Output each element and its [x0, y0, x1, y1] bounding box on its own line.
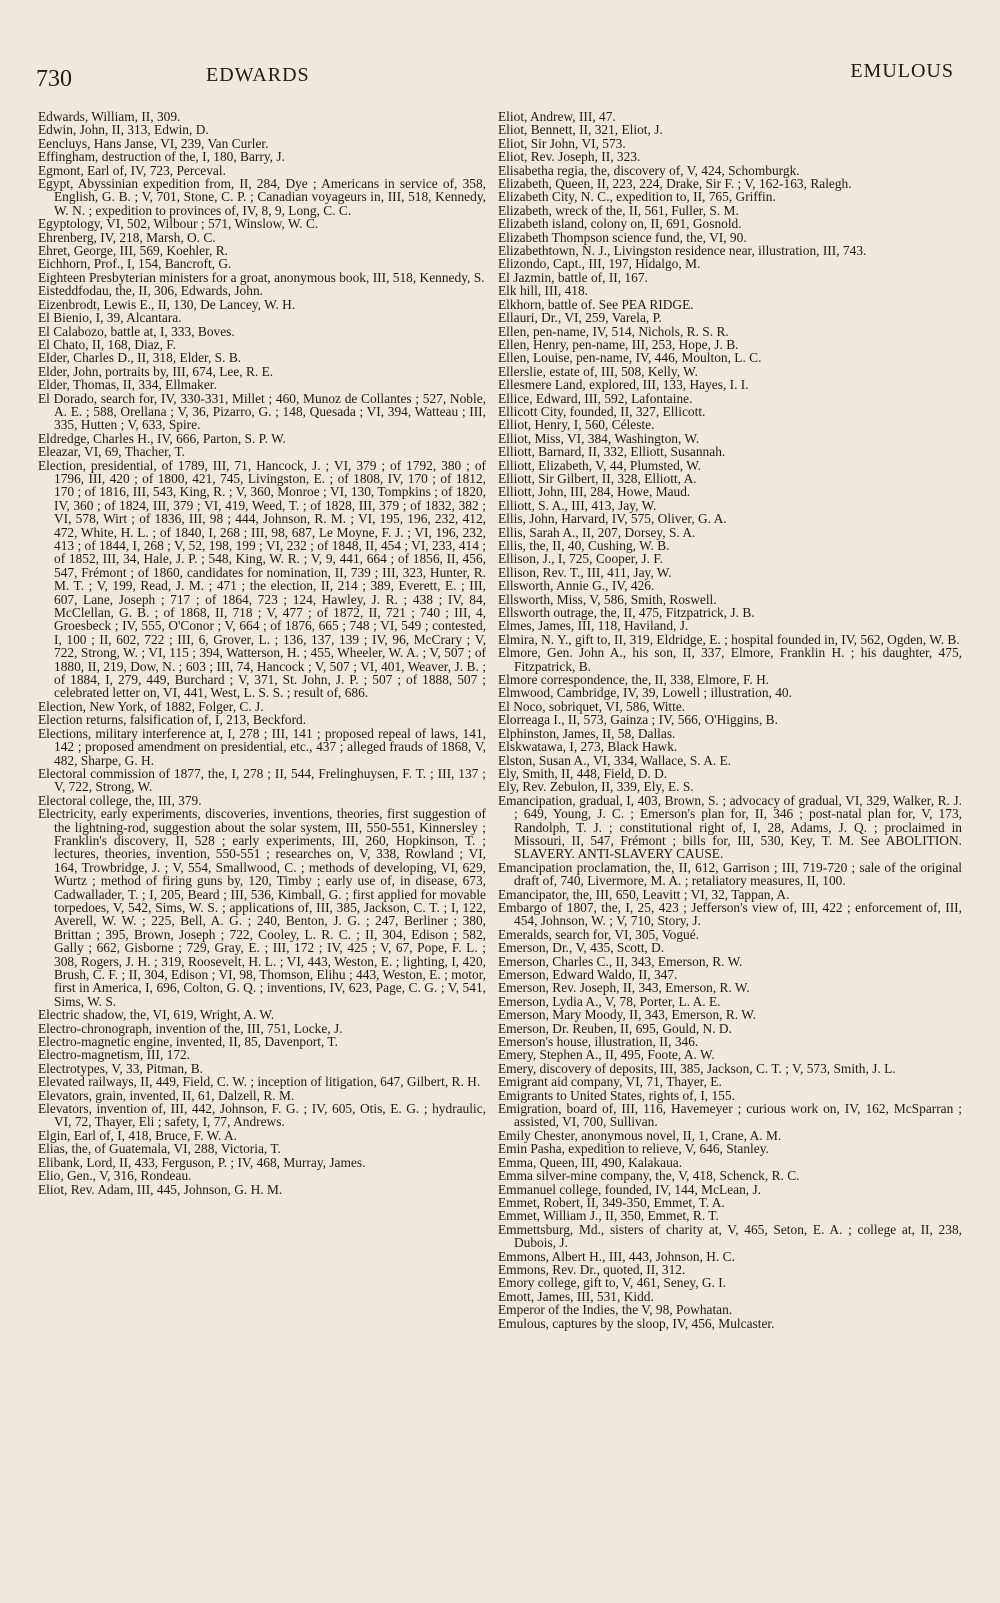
index-entry: Emerson, Dr., V, 435, Scott, D.: [498, 940, 665, 956]
index-entry: Eichhorn, Prof., I, 154, Bancroft, G.: [38, 256, 232, 272]
right-guide-word: EMULOUS: [850, 60, 954, 82]
index-entry: Emmet, Robert, II, 349-350, Emmet, T. A.: [498, 1194, 725, 1210]
index-entry: Effingham, destruction of the, I, 180, Barry, J.: [38, 149, 285, 165]
index-entry: Emery, discovery of deposits, III, 385, Jackson, C. T. ; V, 573, Smith, J. L.: [498, 1060, 896, 1076]
index-entry: Elliot, Miss, VI, 384, Washington, W.: [498, 430, 700, 446]
index-entry: Emerson, Edward Waldo, II, 347.: [498, 967, 678, 982]
index-entry: Ellen, pen-name, IV, 514, Nichols, R. S. R.: [498, 323, 729, 339]
index-entry: Elevated railways, II, 449, Field, C. W. ; inception of litigation, 647, Gilbert, R. H.: [38, 1074, 481, 1090]
index-entry: Ellauri, Dr., VI, 259, Varela, P.: [498, 310, 662, 326]
index-entry: Eliot, Andrew, III, 47.: [498, 110, 616, 124]
index-entry: Emott, James, III, 531, Kidd.: [498, 1288, 654, 1304]
index-entry: Emmanuel college, founded, IV, 144, McLean, J.: [498, 1181, 762, 1197]
index-entry: Ellsworth, Annie G., IV, 426.: [498, 578, 655, 594]
index-entry: Elibank, Lord, II, 433, Ferguson, P. ; IV, 468, Murray, James.: [38, 1154, 366, 1170]
index-entry: Electrotypes, V, 33, Pitman, B.: [38, 1060, 204, 1076]
index-entry: Ehret, George, III, 569, Koehler, R.: [38, 243, 228, 259]
index-entry: Elder, John, portraits by, III, 674, Lee, R. E.: [38, 363, 274, 379]
index-entry: Eliot, Rev. Joseph, II, 323.: [498, 149, 641, 165]
index-entry: Elizabeth City, N. C., expedition to, II, 765, Griffin.: [498, 189, 776, 205]
index-entry: Emma, Queen, III, 490, Kalakaua.: [498, 1154, 683, 1170]
index-entry: Emancipation proclamation, the, II, 612, Garrison ; III, 719-720 ; sale of the original draft of, 740, Livermore, M. A. ; retaliatory measures, II, 100.: [498, 859, 962, 889]
index-entry: Elias, the, of Guatemala, VI, 288, Victoria, T.: [38, 1141, 281, 1157]
index-entry: Electro-magnetic engine, invented, II, 85, Davenport, T.: [38, 1034, 338, 1050]
index-entry: Ellicott City, founded, II, 327, Ellicott.: [498, 403, 706, 419]
index-entry: Ellen, Louise, pen-name, IV, 446, Moulton, L. C.: [498, 350, 762, 366]
index-entry: El Bienio, I, 39, Alcantara.: [38, 310, 182, 326]
right-column: [498, 110, 962, 1600]
index-entry: Elliott, Barnard, II, 332, Elliott, Susannah.: [498, 444, 726, 460]
index-entry: Electricity, early experiments, discoveries, inventions, theories, first suggestion of the lightning-rod, suggestion about the solar system, III, 550-551, Kinnersley ; Franklin's discovery, II, 528 ; early experiments, III, 260, Hopkinson, T. ; lectures, theories, invention, 550-551 ; researches on, V, 338, Rowland ; VI, 164, Trowbridge, J. ; V, 554, Smallwood, C. ; methods of developing, VI, 629, Wurtz ; method of firing guns by, 120, Timby ; early use of, in disease, 673, Cadwallader, T. ; I, 205, Beard ; III, 536, Kimball, G. ; first applied for movable torpedoes, V, 542, Sims, W. S. ; applications of, III, 385, Jackson, C. T. ; I, 122, Averell, W. W. ; 225, Bell, A. G. ; 240, Benton, J. G. ; 247, Berliner ; 380, Brittan ; 395, Brown, Joseph ; 722, Cooley, L. R. C. ; II, 304, Edison ; 582, Gally ; 662, Gisborne ; 729, Gray, E. ; III, 172 ; IV, 425 ; V, 67, Pope, F. L. ; 308, Rogers, J. H. ; 319, Roosevelt, H. L. ; VI, 443, Weston, E. ; lighting, I, 420, Brush, C. F. ; II, 304, Edison ; VI, 98, Thomson, Elihu ; 443, Weston, E. ; motor, first in America, I, 696, Colton, G. Q. ; inventions, IV, 623, Page, C. G. ; V, 541, Sims, W. S.: [38, 806, 486, 1009]
index-entry: Elizabethtown, N. J., Livingston residence near, illustration, III, 743.: [498, 243, 867, 259]
index-entry: El Dorado, search for, IV, 330-331, Millet ; 460, Munoz de Collantes ; 527, Noble, A. E. ; 588, Orellana ; V, 36, Pizarro, G. ; 148, Quesada ; VI, 394, Watteau ; III, 335, Hutten ; V, 633, Spire.: [38, 390, 486, 433]
index-entry: Emory college, gift to, V, 461, Seney, G. I.: [498, 1275, 727, 1291]
index-entry: Elevators, invention of, III, 442, Johnson, F. G. ; IV, 605, Otis, E. G. ; hydraulic, VI, 72, Thayer, Eli ; safety, I, 77, Andrews.: [38, 1101, 486, 1130]
index-entry: Emerson, Rev. Joseph, II, 343, Emerson, R. W.: [498, 980, 750, 996]
index-entry: Electoral commission of 1877, the, I, 278 ; II, 544, Frelinghuysen, F. T. ; III, 137 ; V, 722, Strong, W.: [38, 765, 486, 795]
index-entry: Elston, Susan A., VI, 334, Wallace, S. A. E.: [498, 752, 732, 768]
index-entry: Electoral college, the, III, 379.: [38, 792, 202, 808]
index-entry: Elmore, Gen. John A., his son, II, 337, Elmore, Franklin H. ; his daughter, 475, Fitzpatrick, B.: [498, 645, 962, 674]
index-entry: Edwin, John, II, 313, Edwin, D.: [38, 122, 209, 138]
index-entry: Embargo of 1807, the, I, 25, 423 ; Jefferson's view of, III, 422 ; enforcement of, III, 454, Johnson, W. ; V, 710, Story, J.: [498, 899, 962, 929]
index-entry: Elkhorn, battle of. See PEA RIDGE.: [498, 296, 694, 312]
index-entry: Egyptology, VI, 502, Wilbour ; 571, Winslow, W. C.: [38, 216, 319, 232]
index-entry: Ellesmere Land, explored, III, 133, Hayes, I. I.: [498, 377, 749, 393]
index-entry: Eliot, Sir John, VI, 573.: [498, 135, 626, 151]
index-entry: Emmet, William J., II, 350, Emmet, R. T.: [498, 1208, 719, 1224]
index-entry: Eldredge, Charles H., IV, 666, Parton, S. P. W.: [38, 430, 286, 446]
index-entry: Elizabeth, Queen, II, 223, 224, Drake, Sir F. ; V, 162-163, Ralegh.: [498, 176, 852, 192]
index-entry: Emancipation, gradual, I, 403, Brown, S. ; advocacy of gradual, VI, 329, Walker, R. J. ; 649, Young, J. C. ; Emerson's plan for, II, 346 ; post-natal plan for, V, 173, Randolph, T. J. ; constitutional right of, I, 28, Adams, J. Q. ; proclaimed in Missouri, II, 547, Frémont ; bills for, III, 530, Key, T. M. See ABOLITION. SLAVERY. ANTI-SLAVERY CAUSE.: [498, 792, 962, 862]
index-entry: Ely, Smith, II, 448, Field, D. D.: [498, 765, 668, 781]
index-entry: Edwards, William, II, 309.: [38, 110, 181, 124]
index-entry: Emigrant aid company, VI, 71, Thayer, E.: [498, 1074, 722, 1090]
index-entry: Emerson, Lydia A., V, 78, Porter, L. A. E.: [498, 993, 721, 1009]
index-entry: Emerson's house, illustration, II, 346.: [498, 1034, 699, 1050]
index-entry: Elio, Gen., V, 316, Rondeau.: [38, 1168, 192, 1184]
index-entry: Emerson, Mary Moody, II, 343, Emerson, R. W.: [498, 1007, 756, 1023]
index-entry: Elder, Thomas, II, 334, Ellmaker.: [38, 377, 217, 393]
index-entry: Ellerslie, estate of, III, 508, Kelly, W.: [498, 363, 698, 379]
index-entry: Emancipator, the, III, 650, Leavitt ; VI, 32, Tappan, A.: [498, 886, 790, 902]
index-entry: Elizondo, Capt., III, 197, Hidalgo, M.: [498, 256, 701, 272]
index-entry: Emeralds, search for, VI, 305, Vogué.: [498, 926, 700, 942]
index-entry: El Noco, sobriquet, VI, 586, Witte.: [498, 698, 686, 714]
index-entry: Emma silver-mine company, the, V, 418, Schenck, R. C.: [498, 1168, 800, 1184]
index-entry: Ehrenberg, IV, 218, Marsh, O. C.: [38, 229, 216, 245]
index-entry: Elections, military interference at, I, 278 ; III, 141 ; proposed repeal of laws, 141, 142 ; proposed amendment on presidential, etc., 437 ; alleged frauds of 1868, V, 482, Sharpe, G. H.: [38, 725, 486, 768]
index-entry: Emery, Stephen A., II, 495, Foote, A. W.: [498, 1047, 715, 1063]
index-entry: Elliott, John, III, 284, Howe, Maud.: [498, 484, 691, 500]
index-entry: Elevators, grain, invented, II, 61, Dalzell, R. M.: [38, 1087, 295, 1103]
index-entry: Ellen, Henry, pen-name, III, 253, Hope, J. B.: [498, 336, 739, 352]
index-entry: Elk hill, III, 418.: [498, 283, 589, 299]
left-guide-word: EDWARDS: [206, 64, 310, 86]
index-entry: Ellice, Edward, III, 592, Lafontaine.: [498, 390, 693, 406]
index-entry: El Chato, II, 168, Diaz, F.: [38, 336, 177, 352]
index-entry: Elizabeth, wreck of the, II, 561, Fuller, S. M.: [498, 202, 739, 218]
index-entry: Elliott, S. A., III, 413, Jay, W.: [498, 497, 657, 513]
index-entry: El Jazmin, battle of, II, 167.: [498, 269, 648, 285]
index-entry: Elizabeth island, colony on, II, 691, Gosnold.: [498, 216, 742, 232]
index-entry: Ellis, John, Harvard, IV, 575, Oliver, G. A.: [498, 511, 727, 527]
index-entry: Ellsworth, Miss, V, 586, Smith, Roswell.: [498, 591, 717, 607]
index-entry: Emmons, Albert H., III, 443, Johnson, H. C.: [498, 1248, 735, 1264]
index-entry: Ellis, the, II, 40, Cushing, W. B.: [498, 538, 670, 553]
index-entry: Elmira, N. Y., gift to, II, 319, Eldridge, E. ; hospital founded in, IV, 562, Ogden, W. B.: [498, 631, 960, 647]
index-entry: Eighteen Presbyterian ministers for a groat, anonymous book, III, 518, Kennedy, S.: [38, 269, 485, 285]
index-entry: Elmore correspondence, the, II, 338, Elmore, F. H.: [498, 672, 770, 688]
index-entry: Emerson, Dr. Reuben, II, 695, Gould, N. D.: [498, 1020, 732, 1036]
index-entry: Elphinston, James, II, 58, Dallas.: [498, 725, 676, 741]
index-entry: Election, presidential, of 1789, III, 71, Hancock, J. ; VI, 379 ; of 1792, 380 ; of 1796, III, 420 ; of 1800, 421, 745, Livingston, E. ; of 1808, IV, 170 ; of 1812, 170 ; of 1816, III, 543, King, R. ; V, 360, Monroe ; VI, 130, Tompkins ; of 1820, IV, 360 ; of 1824, III, 379 ; VI, 419, Weed, T. ; of 1828, III, 379 ; of 1832, 382 ; VI, 578, Wirt ; of 1836, III, 98 ; 444, Johnson, R. M. ; VI, 195, 196, 232, 412, 472, White, H. L. ; of 1840, I, 268 ; III, 98, 687, Le Moyne, F. J. ; VI, 196, 232, 413 ; of 1844, I, 268 ; V, 52, 198, 199 ; VI, 232 ; of 1848, II, 454 ; VI, 233, 414 ; of 1852, III, 34, Hale, J. P. ; 548, King, W. R. ; V, 9, 441, 664 ; of 1856, II, 456, 547, Frémont ; of 1860, candidates for nomination, II, 739 ; III, 323, Hunter, R. M. T. ; V, 199, Read, J. M. ; 471 ; the election, II, 214 ; 389, Everett, E. ; III, 607, Lane, Joseph ; 717 ; of 1864, 723 ; 124, Hawley, J. R. ; 438 ; IV, 84, McClellan, G. B. ; of 1868, II, 718 ; V, 477 ; of 1872, II, 721 ; 740 ; III, 4, Groesbeck ; IV, 555, O'Conor ; V, 664 ; of 1876, 665 ; 748 ; VI, 549 ; contested, I, 100 ; II, 602, 722 ; III, 6, Grover, L. ; 136, 137, 139 ; IV, 96, McCrary ; V, 722, Strong, W. ; VI, 115 ; 394, Watterson, H. ; 455, Wheeler, W. A. ; V, 507 ; of 1880, II, 219, Dow, N. ; 603 ; III, 74, Hancock ; V, 507 ; VI, 401, Weaver, J. B. ; of 1884, I, 279, 449, Burchard ; V, 371, St. John, J. P. ; 507 ; of 1888, 507 ; celebrated letter on, VI, 441, West, L. S. S. ; result of, 686.: [38, 457, 486, 701]
page-header: [36, 58, 964, 98]
index-entry: Elmwood, Cambridge, IV, 39, Lowell ; illustration, 40.: [498, 685, 792, 701]
index-entry: Emigration, board of, III, 116, Havemeyer ; curious work on, IV, 162, McSparran ; assisted, VI, 700, Sullivan.: [498, 1101, 962, 1130]
index-entry: Elskwatawa, I, 273, Black Hawk.: [498, 739, 678, 755]
index-entry: Emerson, Charles C., II, 343, Emerson, R. W.: [498, 953, 743, 969]
index-entry: Electro-magnetism, III, 172.: [38, 1047, 191, 1063]
index-entry: Ellison, J., I, 725, Cooper, J. F.: [498, 551, 664, 567]
index-entry: Election, New York, of 1882, Folger, C. J.: [38, 698, 264, 714]
index-entry: El Calabozo, battle at, I, 333, Boves.: [38, 323, 235, 339]
index-entry: Elliot, Henry, I, 560, Céleste.: [498, 417, 655, 433]
index-entry: Electric shadow, the, VI, 619, Wright, A. W.: [38, 1007, 275, 1023]
index-entry: Elliott, Sir Gilbert, II, 328, Elliott, A.: [498, 470, 697, 486]
index-entry: Eliot, Rev. Adam, III, 445, Johnson, G. H. M.: [38, 1181, 283, 1197]
index-entry: Elmes, James, III, 118, Haviland, J.: [498, 618, 689, 634]
index-entry: Emily Chester, anonymous novel, II, 1, Crane, A. M.: [498, 1127, 782, 1143]
index-entry: Elgin, Earl of, I, 418, Bruce, F. W. A.: [38, 1127, 238, 1143]
left-column: [38, 110, 486, 1600]
index-entry: Emmons, Rev. Dr., quoted, II, 312.: [498, 1261, 686, 1277]
index-entry: Elder, Charles D., II, 318, Elder, S. B.: [38, 350, 242, 366]
index-entry: Emin Pasha, expedition to relieve, V, 646, Stanley.: [498, 1141, 769, 1157]
index-entry: Elorreaga I., II, 573, Gainza ; IV, 566, O'Higgins, B.: [498, 712, 778, 728]
index-entry: Emmettsburg, Md., sisters of charity at, V, 465, Seton, E. A. ; college at, II, 238, Dubois, J.: [498, 1221, 962, 1251]
index-entry: Elliott, Elizabeth, V, 44, Plumsted, W.: [498, 457, 701, 473]
index-entry: Eizenbrodt, Lewis E., II, 130, De Lancey, W. H.: [38, 296, 296, 312]
page-number: 730: [36, 66, 72, 92]
index-entry: Egmont, Earl of, IV, 723, Perceval.: [38, 162, 226, 178]
index-entry: Emperor of the Indies, the V, 98, Powhatan.: [498, 1302, 733, 1318]
index-entry: Elizabeth Thompson science fund, the, VI, 90.: [498, 229, 747, 245]
index-entry: Egypt, Abyssinian expedition from, II, 284, Dye ; Americans in service of, 358, English, G. B. ; V, 701, Stone, C. P. ; Canadian voyageurs in, III, 518, Kennedy, W. N. ; expedition to provinces of, IV, 8, 9, Long, C. C.: [38, 176, 486, 218]
index-entry: Election returns, falsification of, I, 213, Beckford.: [38, 712, 307, 728]
index-entry: Ellsworth outrage, the, II, 475, Fitzpatrick, J. B.: [498, 605, 755, 621]
index-entry: Ely, Rev. Zebulon, II, 339, Ely, E. S.: [498, 779, 694, 795]
index-entry: Eisteddfodau, the, II, 306, Edwards, John.: [38, 283, 263, 299]
index-entry: Eleazar, VI, 69, Thacher, T.: [38, 444, 186, 460]
index-entry: Electro-chronograph, invention of the, III, 751, Locke, J.: [38, 1020, 343, 1036]
index-entry: Ellison, Rev. T., III, 411, Jay, W.: [498, 564, 672, 580]
index-entry: Emigrants to United States, rights of, I, 155.: [498, 1087, 735, 1103]
index-entry: Ellis, Sarah A., II, 207, Dorsey, S. A.: [498, 524, 696, 540]
index-entry: Eliot, Bennett, II, 321, Eliot, J.: [498, 122, 663, 138]
index-entry: Emulous, captures by the sloop, IV, 456, Mulcaster.: [498, 1315, 775, 1331]
index-entry: Elisabetha regia, the, discovery of, V, 424, Schomburgk.: [498, 162, 800, 178]
index-entry: Eencluys, Hans Janse, VI, 239, Van Curler.: [38, 135, 269, 151]
